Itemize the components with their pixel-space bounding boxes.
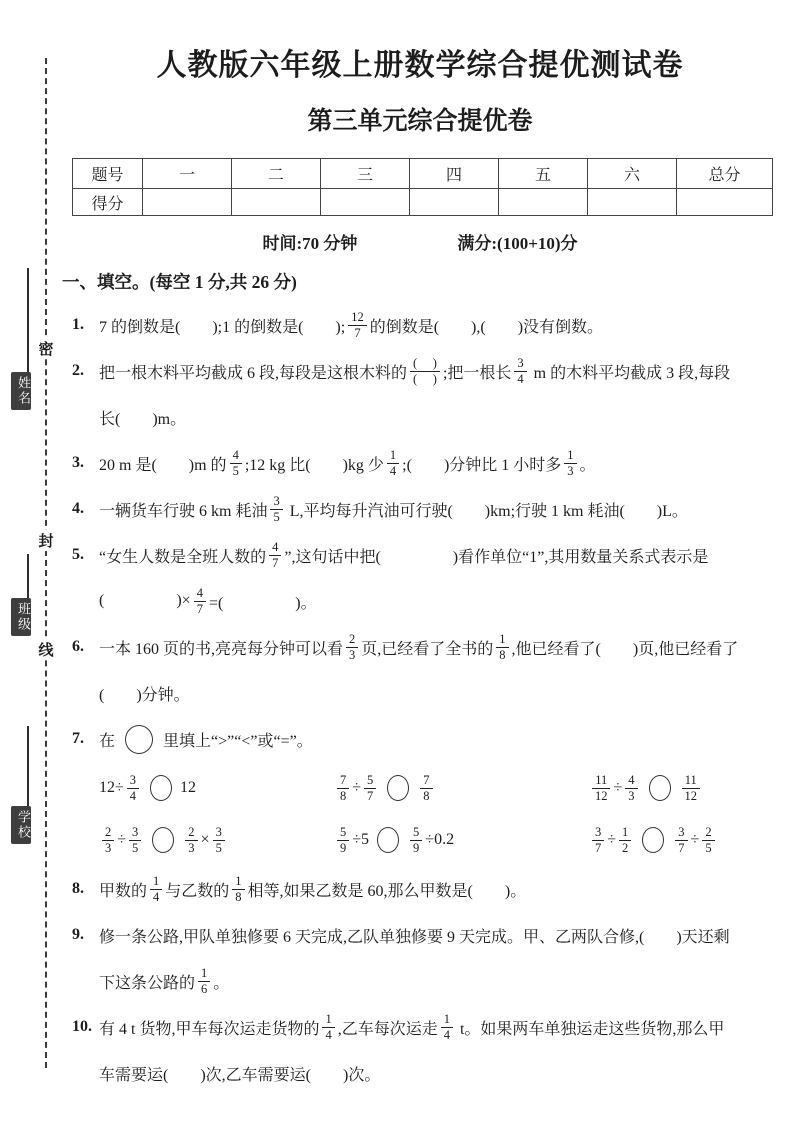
question	[72, 912, 778, 1004]
fraction-denominator: 12	[595, 788, 608, 803]
fraction-numerator: 1	[496, 632, 508, 648]
fraction-numerator: ( )	[410, 356, 440, 372]
question-number: 9.	[72, 926, 84, 943]
fraction-denominator: 4	[443, 1027, 450, 1042]
seal-char-xian: 线	[36, 639, 56, 660]
fraction	[410, 356, 440, 387]
fraction-numerator: 2	[102, 825, 114, 841]
fraction-numerator: 4	[625, 773, 637, 789]
fraction	[129, 825, 141, 856]
question-text: 车需要运( )次,乙车需要运( )次。	[99, 1066, 381, 1084]
score-table-header-cell: 三	[321, 159, 410, 189]
class-label-badge: 班级	[11, 598, 31, 636]
fraction	[364, 773, 376, 804]
fraction-numerator: 1	[198, 966, 210, 982]
fraction-denominator: 7	[678, 840, 685, 855]
question-number: 6.	[72, 638, 84, 655]
question-number: 10.	[72, 1018, 92, 1035]
fraction-denominator: 5	[132, 840, 139, 855]
question-text: 7 的倒数是( );1 的倒数是( );	[99, 318, 346, 336]
fraction-numerator: 4	[269, 540, 281, 556]
score-cell	[677, 189, 773, 216]
question-text: 把一根木料平均截成 6 段,每段是这根木料的	[99, 364, 408, 382]
seal-char-mi: 密	[36, 338, 56, 359]
compare-circle-icon	[125, 725, 153, 754]
fraction-denominator: 9	[413, 840, 420, 855]
score-table-header-cell: 总分	[677, 159, 773, 189]
question-text: 里填上“>”“<”或“=”。	[159, 732, 313, 750]
fraction-denominator: 8	[423, 788, 430, 803]
fraction-denominator: 4	[325, 1027, 332, 1042]
fraction	[564, 448, 576, 479]
fraction-numerator: 1	[322, 1012, 334, 1028]
score-cell	[588, 189, 677, 216]
fraction-denominator: 4	[517, 371, 524, 386]
question-text: 甲数的	[99, 882, 148, 900]
fraction-denominator: 4	[153, 889, 160, 904]
fraction-numerator: 3	[270, 494, 282, 510]
fraction-denominator: 9	[340, 840, 347, 855]
question-text: ,他已经看了( )页,他已经看了	[511, 640, 739, 658]
page-title: 人教版六年级上册数学综合提优测试卷	[156, 49, 684, 82]
question-text: ÷5	[352, 831, 370, 848]
fraction	[387, 448, 399, 479]
question-text: m 的木料平均截成 3 段,每段	[529, 364, 731, 382]
time-info: 时间:70 分钟	[262, 234, 358, 253]
question-text: ;( )分钟比 1 小时多	[402, 456, 562, 474]
fraction	[348, 310, 367, 341]
question-text: 一辆货车行驶 6 km 耗油	[99, 502, 268, 520]
comparison-expression	[99, 814, 334, 866]
question-number: 3.	[72, 454, 84, 471]
paper-content	[60, 0, 780, 1096]
fraction	[592, 773, 611, 804]
question-line	[72, 1050, 778, 1096]
question-number: 7.	[72, 730, 84, 747]
score-table-header-cell: 四	[410, 159, 499, 189]
fraction	[232, 874, 244, 905]
fraction	[270, 494, 282, 525]
fraction-denominator: 4	[129, 788, 137, 803]
compare-circle-icon	[642, 827, 664, 853]
fraction	[346, 632, 358, 663]
fraction	[625, 773, 637, 804]
question-number: 4.	[72, 500, 84, 517]
fraction-numerator: 3	[129, 825, 141, 841]
fraction-denominator: 12	[684, 788, 698, 803]
question-text: 页,已经看了全书的	[361, 640, 494, 658]
fraction-denominator: 5	[705, 840, 712, 855]
fraction-numerator: 3	[213, 825, 225, 841]
fraction-denominator: 7	[272, 555, 279, 570]
fraction	[496, 632, 508, 663]
question-text: 。	[213, 974, 230, 992]
question-line	[72, 1004, 778, 1050]
score-cell	[410, 189, 499, 216]
question	[72, 486, 778, 532]
school-write-line	[27, 726, 29, 806]
question-text: 20 m 是( )m 的	[99, 456, 227, 474]
question-text: =( )。	[208, 594, 317, 612]
question-text: 。	[579, 456, 596, 474]
fraction-denominator: 6	[201, 981, 208, 996]
fraction-denominator: 5	[215, 840, 222, 855]
fraction	[213, 825, 225, 856]
question-text: 在	[99, 732, 120, 750]
fraction	[410, 825, 422, 856]
question	[72, 302, 778, 348]
question-line	[72, 912, 778, 958]
question-number: 5.	[72, 546, 84, 563]
question-list	[72, 302, 778, 1096]
comparison-expression	[589, 762, 793, 814]
fraction-denominator: 3	[188, 840, 195, 855]
question	[72, 532, 778, 624]
question-text: 相等,如果乙数是 60,那么甲数是( )。	[247, 882, 527, 900]
question	[72, 1004, 778, 1096]
compare-circle-icon	[649, 775, 671, 801]
fraction-denominator: 7	[354, 325, 361, 340]
question-text: ”,这句话中把( )看作单位“1”,其用数量关系式表示是	[284, 548, 709, 566]
fraction	[185, 825, 197, 856]
fraction	[514, 356, 526, 387]
fraction	[682, 773, 701, 804]
question	[72, 716, 778, 866]
question-line	[72, 670, 778, 716]
class-write-line	[27, 554, 29, 598]
fraction-numerator: 4	[230, 448, 242, 464]
compare-circle-icon	[377, 827, 399, 853]
fraction-denominator: 8	[499, 647, 506, 662]
fraction-denominator: 8	[340, 788, 347, 803]
fraction	[337, 773, 349, 804]
fraction-numerator: 2	[702, 825, 714, 841]
fraction-denominator: 4	[389, 463, 397, 478]
fraction	[269, 540, 281, 571]
question-text: 修一条公路,甲队单独修要 6 天完成,乙队单独修要 9 天完成。甲、乙两队合修,( )天还剩	[99, 928, 730, 946]
question-text: ÷	[607, 831, 617, 848]
question-text: ÷	[352, 779, 362, 796]
fraction-numerator: 7	[420, 773, 432, 789]
question-line	[72, 866, 778, 912]
question	[72, 440, 778, 486]
question-text: “女生人数是全班人数的	[99, 548, 267, 566]
question-line	[72, 958, 778, 1004]
score-table-header-cell: 六	[588, 159, 677, 189]
score-table-header-cell: 五	[499, 159, 588, 189]
seal-dashed-line	[45, 58, 47, 1068]
comparison-expression	[334, 814, 589, 866]
question-line	[72, 624, 778, 670]
question-text: ÷	[690, 831, 700, 848]
fraction	[675, 825, 687, 856]
fraction-numerator: 7	[337, 773, 349, 789]
question-text: 长( )m。	[99, 410, 187, 428]
fraction-numerator: 1	[387, 448, 399, 464]
compare-circle-icon	[387, 775, 409, 801]
fraction-numerator: 5	[364, 773, 376, 789]
fraction-numerator: 2	[185, 825, 197, 841]
score-table-header-cell: 题号	[73, 159, 143, 189]
question-number: 1.	[72, 316, 84, 333]
fraction-denominator: 5	[232, 463, 239, 478]
question-text: ( )分钟。	[99, 686, 190, 704]
fraction	[230, 448, 242, 479]
score-row-label: 得分	[73, 189, 143, 216]
fraction-numerator: 5	[337, 825, 349, 841]
score-table	[72, 158, 773, 216]
fraction-numerator: 2	[346, 632, 358, 648]
fraction-numerator: 1	[150, 874, 162, 890]
score-cell	[499, 189, 588, 216]
score-table-header-cell: 二	[232, 159, 321, 189]
question-text: 一本 160 页的书,亮亮每分钟可以看	[99, 640, 344, 658]
fraction	[194, 586, 206, 617]
fraction-numerator: 3	[592, 825, 604, 841]
fraction	[198, 966, 210, 997]
question-line	[72, 394, 778, 440]
fraction-numerator: 12	[348, 310, 367, 326]
fraction-denominator: 5	[273, 509, 280, 524]
fraction	[150, 874, 162, 905]
fraction-denominator: ( )	[413, 371, 437, 386]
fraction-numerator: 1	[619, 825, 631, 841]
comparison-expression	[99, 762, 334, 814]
question-text: ,乙车每次运走	[337, 1020, 438, 1038]
question-line	[72, 532, 778, 578]
question-line	[72, 348, 778, 394]
fraction	[702, 825, 714, 856]
question-text: ;把一根长	[442, 364, 512, 382]
fraction-numerator: 1	[564, 448, 576, 464]
fraction-denominator: 8	[235, 889, 242, 904]
school-label-badge: 学校	[11, 806, 31, 844]
score-cell	[232, 189, 321, 216]
full-score-info: 满分:(100+10)分	[457, 234, 578, 253]
fraction-denominator: 3	[349, 647, 356, 662]
question-text: 与乙数的	[165, 882, 230, 900]
question-text: ( )×	[99, 592, 191, 609]
fraction	[102, 825, 114, 856]
seal-char-feng: 封	[36, 530, 56, 551]
question-line	[72, 302, 778, 348]
fraction-numerator: 11	[592, 773, 610, 789]
fraction-denominator: 3	[105, 840, 112, 855]
fraction-numerator: 1	[232, 874, 244, 890]
question-text: 12	[180, 779, 197, 796]
question	[72, 866, 778, 912]
fraction	[420, 773, 432, 804]
fraction	[127, 773, 139, 804]
question-text: ;12 kg 比( )kg 少	[244, 456, 384, 474]
compare-circle-icon	[152, 827, 174, 853]
section-heading: 一、填空。(每空 1 分,共 26 分)	[62, 272, 297, 292]
comparison-grid	[72, 762, 778, 866]
score-cell	[321, 189, 410, 216]
fraction	[441, 1012, 453, 1043]
question-text: L,平均每升汽油可行驶( )km;行驶 1 km 耗油( )L。	[285, 502, 688, 520]
question-number: 8.	[72, 880, 84, 897]
score-table-header-cell: 一	[143, 159, 232, 189]
fraction-denominator: 3	[567, 463, 574, 478]
question-number: 2.	[72, 362, 84, 379]
fraction-numerator: 3	[127, 773, 139, 789]
question-line	[72, 486, 778, 532]
fraction-denominator: 7	[595, 840, 602, 855]
fraction	[322, 1012, 334, 1043]
comparison-expression	[334, 762, 589, 814]
question-text: t。如果两车单独运走这些货物,那么甲	[455, 1020, 725, 1038]
fraction-numerator: 4	[194, 586, 206, 602]
fraction-numerator: 11	[682, 773, 700, 789]
name-label-badge: 姓名	[11, 372, 31, 410]
question-text: ×	[200, 831, 210, 848]
question-text: 有 4 t 货物,甲车每次运走货物的	[99, 1020, 320, 1038]
compare-circle-icon	[150, 775, 172, 801]
question-text: ÷	[117, 831, 127, 848]
fraction-denominator: 3	[628, 788, 635, 803]
question	[72, 348, 778, 440]
score-cell	[143, 189, 232, 216]
question-text: ÷	[613, 779, 623, 796]
fraction-denominator: 2	[622, 840, 629, 855]
fraction-numerator: 3	[675, 825, 687, 841]
question-text: 的倒数是( ),( )没有倒数。	[369, 318, 604, 336]
fraction-numerator: 3	[514, 356, 526, 372]
question-line	[72, 716, 778, 762]
fraction	[619, 825, 631, 856]
comparison-expression	[589, 814, 793, 866]
exam-info-row	[60, 229, 780, 254]
question-text: 下这条公路的	[99, 974, 196, 992]
fraction-numerator: 1	[441, 1012, 453, 1028]
question-text: 12÷	[99, 779, 124, 796]
question-line	[72, 578, 778, 624]
question-text: ÷0.2	[425, 831, 455, 848]
fraction-numerator: 5	[410, 825, 422, 841]
fraction-denominator: 7	[367, 788, 374, 803]
name-write-line	[27, 268, 29, 372]
question-line	[72, 440, 778, 486]
question	[72, 624, 778, 716]
fraction-denominator: 7	[196, 601, 203, 616]
page-subtitle: 第三单元综合提优卷	[307, 107, 533, 135]
fraction	[592, 825, 604, 856]
fraction	[337, 825, 349, 856]
